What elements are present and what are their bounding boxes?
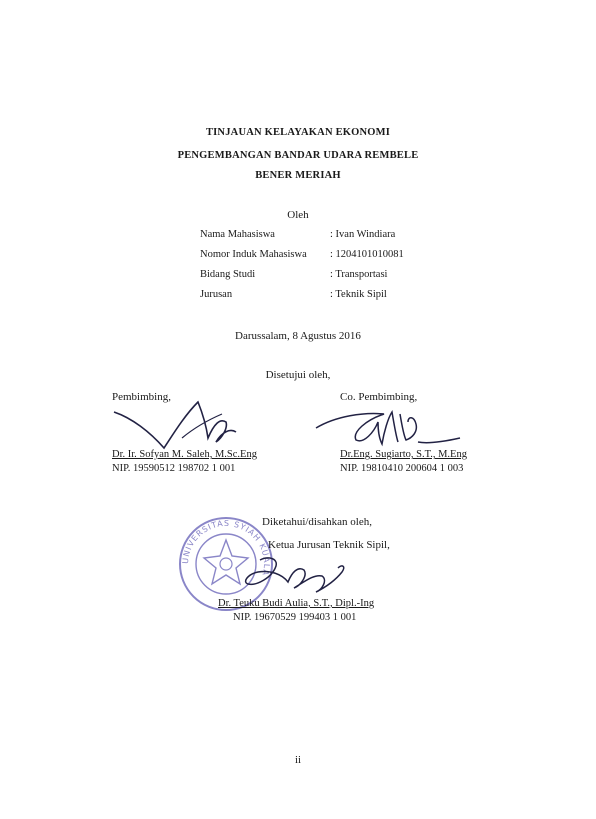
department-head-role: Ketua Jurusan Teknik Sipil, [268, 539, 390, 551]
department-head-name: Dr. Teuku Budi Aulia, S.T., Dipl.-Ing [218, 598, 375, 609]
supervisor-nip: NIP. 19590512 198702 1 001 [112, 463, 236, 474]
student-name-value: : Ivan Windiara [330, 229, 396, 240]
approved-by-label: Disetujui oleh, [265, 369, 331, 381]
supervisor-label: Pembimbing, [112, 391, 171, 403]
co-supervisor-name: Dr.Eng. Sugiarto, S.T., M.Eng [340, 449, 467, 460]
department-head-nip: NIP. 19670529 199403 1 001 [233, 612, 357, 623]
student-name-label: Nama Mahasiswa [200, 229, 275, 240]
field-of-study-value: : Transportasi [330, 269, 388, 280]
supervisor-signature [112, 398, 242, 456]
department-row [200, 289, 387, 300]
co-supervisor-label: Co. Pembimbing, [340, 391, 418, 403]
student-name-row [200, 229, 395, 240]
supervisor-name: Dr. Ir. Sofyan M. Saleh, M.Sc.Eng [112, 449, 257, 460]
acknowledged-label: Diketahui/disahkan oleh, [262, 516, 372, 528]
co-supervisor-nip: NIP. 19810410 200604 1 003 [340, 463, 464, 474]
thesis-title-line-3: BENER MERIAH [255, 170, 341, 181]
thesis-title-line-1: TINJAUAN KELAYAKAN EKONOMI [205, 127, 391, 138]
by-label: Oleh [287, 209, 309, 221]
thesis-title-line-2: PENGEMBANGAN BANDAR UDARA REMBELE [177, 150, 419, 161]
field-of-study-label: Bidang Studi [200, 269, 256, 280]
department-value: : Teknik Sipil [330, 289, 387, 300]
student-id-row [200, 249, 404, 260]
co-supervisor-signature [312, 402, 464, 448]
page-number: ii [294, 754, 302, 766]
student-id-value: : 1204101010081 [330, 249, 404, 260]
student-id-label: Nomor Induk Mahasiswa [200, 249, 307, 260]
field-of-study-row [200, 269, 387, 280]
stamp-lettering: UNIVERSITAS SYIAH KUALA [180, 518, 272, 578]
department-head-signature [238, 552, 353, 596]
department-label: Jurusan [200, 289, 233, 300]
place-date: Darussalam, 8 Agustus 2016 [235, 330, 361, 342]
